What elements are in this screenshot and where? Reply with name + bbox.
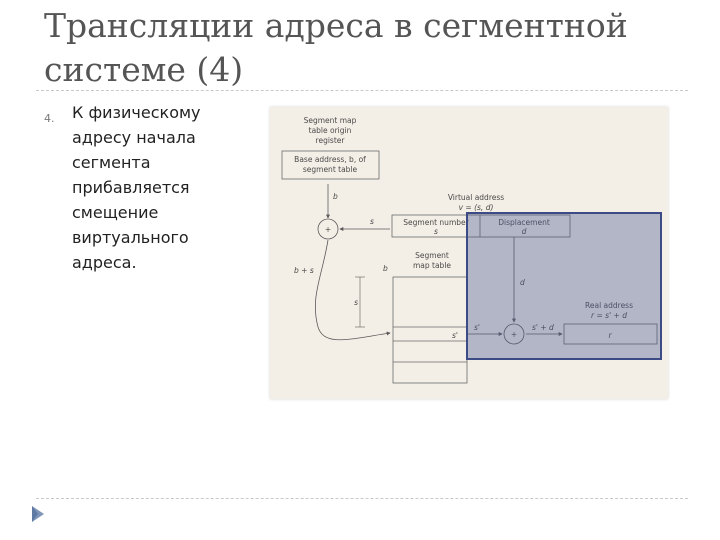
bullet-text: К физическому адресу начала сегмента прибавляется смещение виртуального адреса. (72, 103, 201, 272)
displacement-label: Displacement (498, 218, 550, 227)
origin-register-label-3: register (315, 136, 345, 145)
origin-register-label-1: Segment map (303, 116, 357, 125)
displacement-value: d (521, 227, 527, 236)
s-label: s (370, 217, 374, 226)
origin-register-label-2: table origin (308, 126, 352, 135)
s-dimension-label: s (354, 298, 358, 307)
next-slide-arrow-icon[interactable] (30, 504, 46, 524)
bullet-number: 4. (44, 112, 55, 125)
segment-map-table-label-2: map table (412, 261, 452, 270)
highlight-region (467, 213, 661, 359)
s-prime-label: s' (474, 323, 480, 332)
real-address-label-2: r = s' + d (591, 311, 627, 320)
table-entry-s-prime: s' (452, 331, 458, 340)
segment-translation-diagram (270, 107, 668, 399)
real-address-value: r (608, 331, 612, 340)
segment-map-table-label-1: Segment (415, 251, 449, 260)
segment-number-label: Segment number (403, 218, 469, 227)
table-b-label: b (383, 264, 388, 273)
footer-divider (36, 498, 688, 499)
base-address-label-2: segment table (302, 165, 358, 174)
s-prime-plus-d-label: s' + d (532, 323, 554, 332)
virtual-address-label-2: v = (s, d) (458, 203, 494, 212)
adder-2-symbol: + (510, 330, 518, 339)
adder-1-symbol: + (324, 225, 332, 234)
slide-title: Трансляции адреса в сегментной системе (4) (44, 6, 628, 89)
title-divider (36, 90, 688, 91)
segment-number-value: s (434, 227, 438, 236)
virtual-address-label-1: Virtual address (447, 193, 505, 202)
b-label: b (333, 192, 338, 201)
b-plus-s-label: b + s (294, 266, 314, 275)
d-label: d (520, 278, 525, 287)
real-address-label-1: Real address (584, 301, 634, 310)
base-address-label-1: Base address, b, of (294, 155, 366, 164)
